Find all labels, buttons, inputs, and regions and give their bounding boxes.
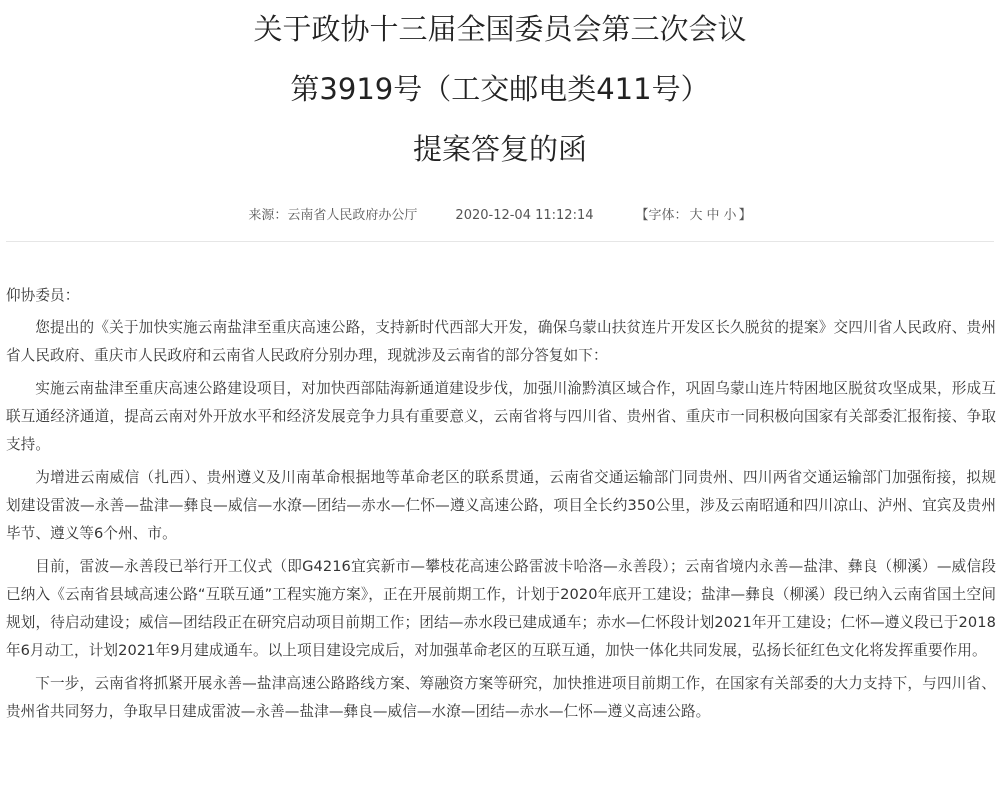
article-meta <box>0 207 1000 225</box>
article-body <box>6 282 996 731</box>
font-size-medium-link[interactable]: 中 <box>706 208 720 223</box>
title-line-1: 关于政协十三届全国委员会第三次会议 <box>253 12 747 46</box>
salutation: 仰协委员： <box>6 287 80 304</box>
font-size-large-link[interactable]: 大 <box>689 208 703 223</box>
header-divider <box>6 241 994 242</box>
font-size-control <box>636 207 752 225</box>
body-paragraph: 您提出的《关于加快实施云南盐津至重庆高速公路，支持新时代西部大开发，确保乌蒙山扶贫连片开发区长久脱贫的提案》交四川省人民政府、贵州省人民政府、重庆市人民政府和云南省人民政府分别办理，现就涉及云南省的部分答复如下： <box>6 319 996 364</box>
publish-datetime: 2020-12-04 11:12:14 <box>455 208 594 223</box>
body-paragraph: 下一步，云南省将抓紧开展永善—盐津高速公路路线方案、筹融资方案等研究，加快推进项目前期工作，在国家有关部委的大力支持下，与四川省、贵州省共同努力，争取早日建成雷波—永善—盐津—彝良—威信—水潦—团结—赤水—仁怀—遵义高速公路。 <box>6 675 996 720</box>
font-size-small-link[interactable]: 小 <box>723 208 737 223</box>
font-size-label-open: 【字体： <box>635 208 688 223</box>
title-line-3: 提案答复的函 <box>412 132 587 166</box>
font-size-label-close: 】 <box>738 208 752 223</box>
body-paragraph: 为增进云南威信（扎西）、贵州遵义及川南革命根据地等革命老区的联系贯通，云南省交通运输部门同贵州、四川两省交通运输部门加强衔接，拟规划建设雷波—永善—盐津—彝良—威信—水潦—团结—赤水—仁怀—遵义高速公路，项目全长约350公里，涉及云南昭通和四川凉山、泸州、宜宾及贵州毕节、遵义等6个州、市。 <box>6 469 996 542</box>
body-paragraph: 实施云南盐津至重庆高速公路建设项目，对加快西部陆海新通道建设步伐，加强川渝黔滇区域合作，巩固乌蒙山连片特困地区脱贫攻坚成果，形成互联互通经济通道，提高云南对外开放水平和经济发展竞争力具有重要意义，云南省将与四川省、贵州省、重庆市一同积极向国家有关部委汇报衔接、争取支持。 <box>6 380 996 453</box>
body-paragraph: 目前，雷波—永善段已举行开工仪式（即G4216宜宾新市—攀枝花高速公路雷波卡哈洛—永善段）；云南省境内永善—盐津、彝良（柳溪）—威信段已纳入《云南省县域高速公路“互联互通”工程实施方案》，正在开展前期工作，计划于2020年底开工建设；盐津—彝良（柳溪）段已纳入云南省国土空间规划，待启动建设；威信—团结段正在研究启动项目前期工作；团结—赤水段已建成通车；赤水—仁怀段计划2021年开工建设；仁怀—遵义段已于2018年6月动工，计划2021年9月建成通车。以上项目建设完成后，对加强革命老区的互联互通，加快一体化共同发展，弘扬长征红色文化将发挥重要作用。 <box>6 558 996 659</box>
title-line-2: 第3919号（工交邮电类411号） <box>290 72 710 106</box>
source-label: 来源：云南省人民政府办公厅 <box>248 208 418 223</box>
